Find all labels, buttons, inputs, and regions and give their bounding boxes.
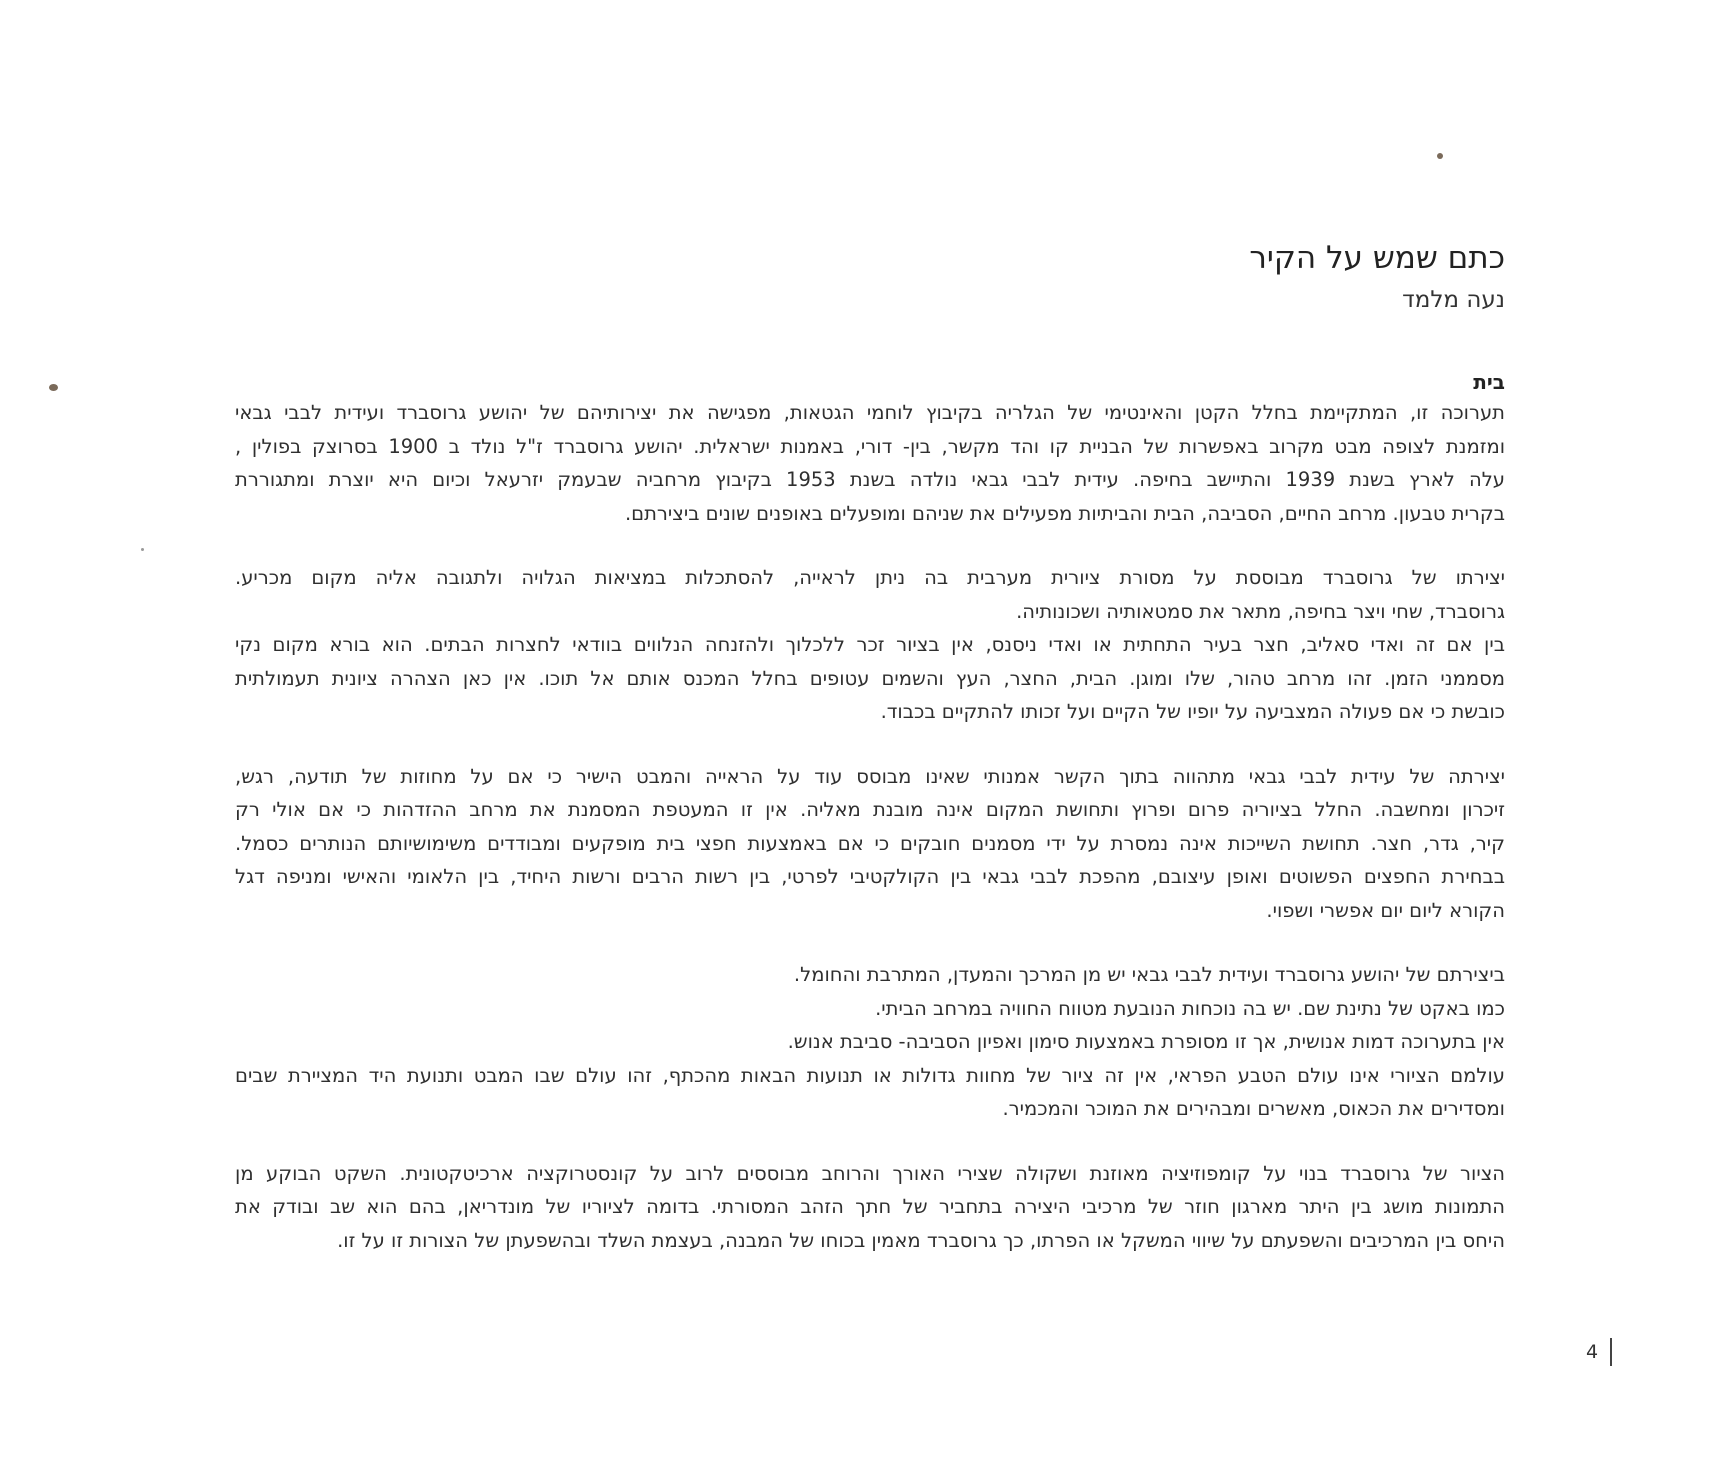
text-line: גרוסברד, שחי ויצר בחיפה, מתאר את סמטאותיה ושכונותיה. [1016, 599, 1505, 623]
page-footer [1586, 1338, 1612, 1366]
text-line: עלה לארץ בשנת 1939 והתיישב בחיפה. עידית לבבי גבאי נולדה בשנת 1953 בקיבוץ מרחביה שבעמק יזרעאל וכיום היא יוצרת ומתגוררת [235, 468, 1506, 491]
page-number: 4 [1586, 1341, 1599, 1363]
text-line: ומזמנת לצופה מבט מקרוב באפשרות של הבניית קו והד מקשר, בין- דורי, באמנות ישראלית. יהושע גרוסברד ז"ל נולד ב 1900 בסרוצק בפולין , [235, 434, 1506, 458]
text-line: יצירתו של גרוסברד מבוססת על מסורת ציורית מערבית בה ניתן לראייה, להסתכלות במציאות הגלויה ולתגובה אליה מקום מכריע. [235, 566, 1505, 589]
section-heading: בית [1473, 370, 1505, 394]
text-line: כמו באקט של נתינת שם. יש בה נוכחות הנובעת מטווח החוויה במרחב הביתי. [875, 996, 1505, 1020]
scan-speck [1437, 153, 1443, 159]
text-line: היחס בין המרכיבים והשפעתם על שיווי המשקל או הפרתו, כך גרוסברד מאמין בכוחו של המבנה, בעצמת השלד ובהשפעתן של הצורות זו על זו. [337, 1228, 1505, 1252]
text-line: ביצירתם של יהושע גרוסברד ועידית לבבי גבאי יש מן המרכך והמעדן, המתרבת והחומל. [793, 963, 1505, 986]
text-line: בין אם זה ואדי סאליב, חצר בעיר התחתית או ואדי ניסנס, אין בציור זכר ללכלוך ולהזנחה הנלווים בוודאי לחצרות הבתים. הוא בורא מקום נקי [235, 633, 1505, 656]
article-column [235, 238, 1505, 1288]
text-line: ומסדירים את הכאוס, מאשרים ומבהירים את המוכר והמכמיר. [1002, 1097, 1505, 1120]
text-line: מסממני הזמן. זהו מרחב טהור, שלו ומוגן. הבית, החצר, העץ והשמים עטופים בחלל המכנס אותם אל תוכו. אין כאן הצהרה ציונית תעמולתית [235, 666, 1505, 690]
scan-speck [49, 384, 58, 391]
text-line: בקרית טבעון. מרחב החיים, הסביבה, הבית והביתיות מפעילים את שניהם ומופעלים באופנים שונים ביצירתם. [624, 501, 1505, 525]
paragraph [235, 1157, 1505, 1258]
text-line: קיר, גדר, חצר. תחושת השייכות אינה נמסרת על ידי מסמנים חובקים כי אם באמצעות חפצי בית מופקעים ומבודדים משימושיותם הנותרים כסמל. [235, 831, 1505, 855]
text-line: אין בתערוכה דמות אנושית, אך זו מסופרת באמצעות סימון ואפיון הסביבה- סביבת אנוש. [787, 1030, 1505, 1053]
article-body [235, 396, 1505, 1257]
text-line: הציור של גרוסברד בנוי על קומפוזיציה מאוזנת ושקולה שצירי האורך והרוחב מבוססים לרוב על קונסטרוקציה ארכיטקטונית. השקט הבוקע מן [235, 1161, 1505, 1185]
text-line: התמונות מושג בין היתר מארגון חוזר של מרכיבי היצירה בתחביר של חתך הזהב המסורתי. בדומה לציוריו של מונדריאן, בהם הוא שב ובודק את [235, 1195, 1505, 1218]
text-line: יצירתה של עידית לבבי גבאי מתהווה בתוך הקשר אמנותי שאינו מבוסס עוד על הראייה והמבט הישיר כי אם על מחוזות של תודעה, רגש, [235, 764, 1505, 788]
text-line: תערוכה זו, המתקיימת בחלל הקטן והאינטימי של הגלריה בקיבוץ לוחמי הגטאות, מפגישה את יצירותיהם של יהושע גרוסברד ועידית לבבי גבאי [235, 401, 1505, 424]
paragraph [235, 561, 1505, 729]
paragraph [235, 396, 1505, 530]
text-line: הקורא ליום יום אפשרי ושפוי. [1266, 898, 1505, 922]
page-number-divider [1610, 1338, 1612, 1366]
text-line: זיכרון ומחשבה. החלל בציוריה פרום ופרוץ ותחושת המקום אינה מובנת מאליה. אין זו המעטפת המסמנת את מרחב ההזדהות כי אם אולי רק [235, 798, 1505, 821]
article-author: נעה מלמד [1402, 287, 1505, 313]
article-title: כתם שמש על הקיר [1249, 240, 1505, 276]
paragraph [235, 958, 1505, 1126]
text-line: כובשת כי אם פעולה המצביעה על יופיו של הקיים ועל זכותו להתקיים בכבוד. [880, 700, 1505, 723]
scan-speck [141, 548, 144, 551]
paragraph [235, 760, 1505, 928]
text-line: בבחירת החפצים הפשוטים ואופן עיצובם, מהפכת לבבי גבאי בין הקולקטיבי לפרטי, בין רשות הרבים ורשות היחיד, בין הלאומי והאישי ומניפה דגל [235, 865, 1505, 888]
text-line: עולמם הציורי אינו עולם הטבע הפראי, אין זה ציור של מחוות גדולות או תנועות הבאות מהכתף, זהו עולם שבו המבט ותנועת היד המציירת שבים [235, 1063, 1505, 1087]
